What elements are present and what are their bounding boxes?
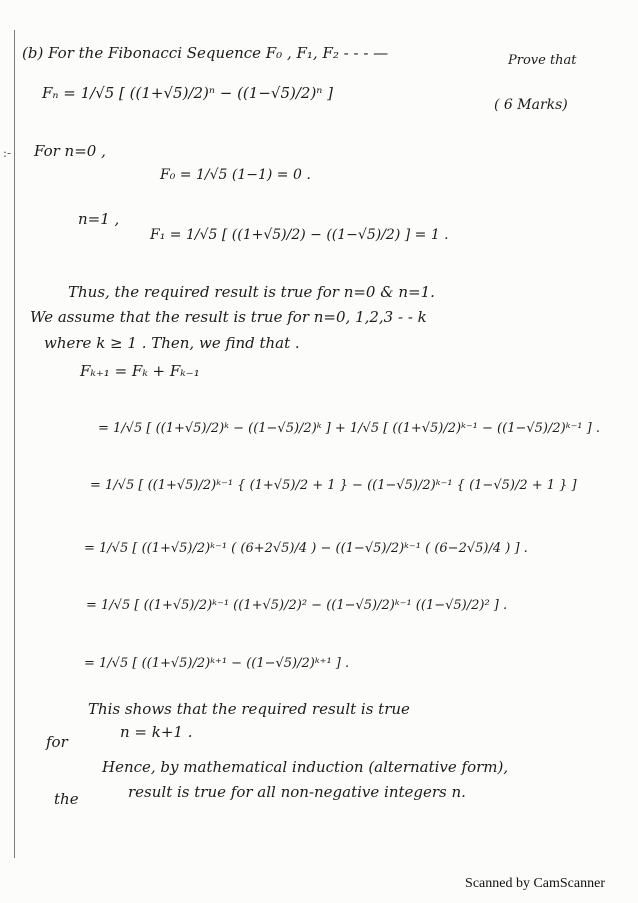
- derivation-step-2: = 1/√5 [ ((1+√5)/2)ᵏ⁻¹ { (1+√5)/2 + 1 } − ((1−√5)/2)ᵏ⁻¹ { (1−√5)/2 + 1 } ]: [90, 478, 577, 493]
- induction-step-intro: where k ≥ 1 . Then, we find that .: [44, 334, 300, 352]
- case-n0-label: For n=0 ,: [34, 142, 106, 160]
- marks-label: ( 6 Marks): [494, 97, 568, 113]
- f1-equation: F₁ = 1/√5 [ ((1+√5)/2) − ((1−√5)/2) ] = 1 .: [150, 227, 449, 243]
- derivation-step-4: = 1/√5 [ ((1+√5)/2)ᵏ⁻¹ ((1+√5)/2)² − ((1−√5)/2)ᵏ⁻¹ ((1−√5)/2)² ] .: [86, 598, 508, 613]
- prove-that-label: Prove that: [508, 53, 577, 68]
- camscanner-watermark: Scanned by CamScanner: [465, 876, 605, 891]
- base-case-conclusion: Thus, the required result is true for n=0 & n=1.: [68, 283, 435, 301]
- final-statement: result is true for all non-negative integers n.: [128, 783, 466, 801]
- derivation-step-1: = 1/√5 [ ((1+√5)/2)ᵏ − ((1−√5)/2)ᵏ ] + 1/√5 [ ((1+√5)/2)ᵏ⁻¹ − ((1−√5)/2)ᵏ⁻¹ ] .: [98, 421, 600, 436]
- fibonacci-recurrence: Fₖ₊₁ = Fₖ + Fₖ₋₁: [80, 362, 200, 380]
- derivation-step-3: = 1/√5 [ ((1+√5)/2)ᵏ⁻¹ ( (6+2√5)/4 ) − ((1−√5)/2)ᵏ⁻¹ ( (6−2√5)/4 ) ] .: [84, 541, 528, 556]
- f0-equation: F₀ = 1/√5 (1−1) = 0 .: [160, 167, 311, 183]
- margin-rule: [14, 30, 15, 858]
- problem-heading: (b) For the Fibonacci Sequence F₀ , F₁, F₂ - - - —: [22, 44, 389, 62]
- n-equals-k-plus-1: n = k+1 .: [120, 723, 193, 741]
- induction-hypothesis: We assume that the result is true for n=0, 1,2,3 - - k: [30, 308, 427, 326]
- for-label: for: [46, 733, 68, 751]
- case-n1-label: n=1 ,: [78, 210, 120, 228]
- margin-bullet-mark: :-: [3, 146, 12, 160]
- fibonacci-binet-formula: Fₙ = 1/√5 [ ((1+√5)/2)ⁿ − ((1−√5)/2)ⁿ ]: [42, 84, 333, 102]
- induction-conclusion-line: Hence, by mathematical induction (alternative form),: [102, 758, 509, 776]
- shows-statement: This shows that the required result is true: [88, 700, 410, 718]
- the-label: the: [54, 790, 79, 808]
- derivation-step-5: = 1/√5 [ ((1+√5)/2)ᵏ⁺¹ − ((1−√5)/2)ᵏ⁺¹ ] .: [84, 656, 350, 671]
